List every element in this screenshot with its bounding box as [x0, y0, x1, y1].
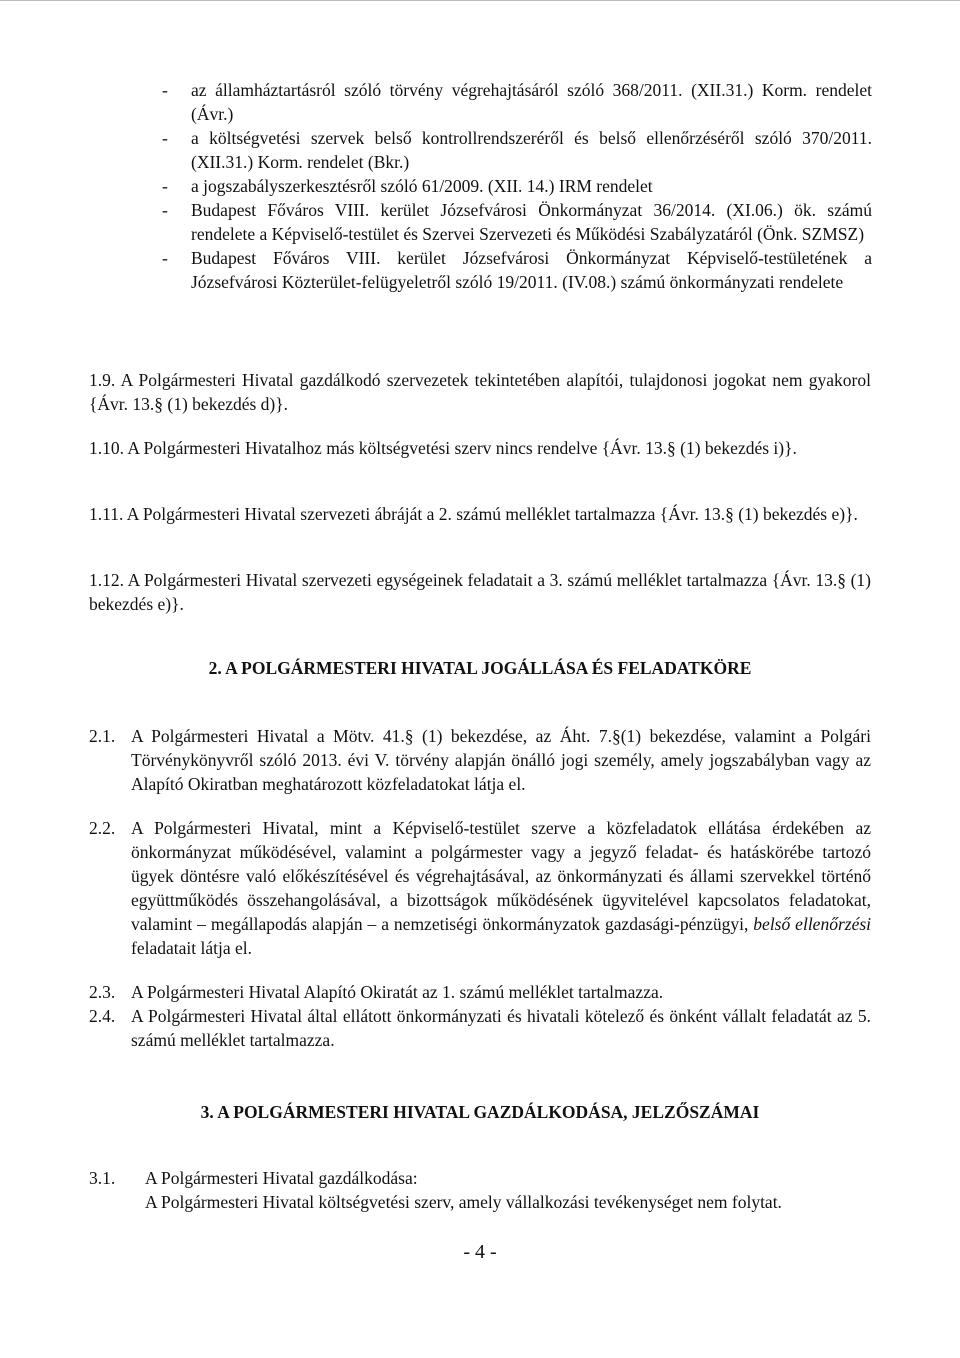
- paragraph-number: 2.3.: [89, 982, 116, 1002]
- bullet-dash: -: [162, 200, 168, 220]
- paragraph-text: A Polgármesteri Hivatalhoz más költségvetési szerv nincs rendelve {Ávr. 13.§ (1) bekezdés i)}.: [127, 438, 797, 458]
- paragraph-number: 2.2.: [89, 818, 116, 838]
- paragraph-title: A Polgármesteri Hivatal gazdálkodása:: [145, 1168, 418, 1188]
- paragraph-text: A Polgármesteri Hivatal Alapító Okiratát az 1. számú melléklet tartalmazza.: [131, 982, 664, 1002]
- paragraph-2-3: [89, 980, 871, 1004]
- list-item-text: Budapest Főváros VIII. kerület Józsefvárosi Önkormányzat 36/2014. (XI.06.) ök. számú rendelete a Képviselő-testület és Szervei Szervezeti és Működési Szabályzatáról (Önk. SZMSZ): [191, 200, 872, 244]
- paragraph-number: 1.12.: [89, 570, 124, 590]
- paragraph-number: 2.4.: [89, 1006, 116, 1026]
- paragraph-2-1: [89, 724, 871, 796]
- paragraph-number: 1.10.: [89, 438, 124, 458]
- paragraph-2-4: [89, 1004, 871, 1052]
- paragraph-text: A Polgármesteri Hivatal gazdálkodó szervezetek tekintetében alapítói, tulajdonosi jogokat nem gyakorol {Ávr. 13.§ (1) bekezdés d)}.: [89, 370, 871, 414]
- paragraph-text-part: A Polgármesteri Hivatal, mint a Képviselő-testület szerve a közfeladatok ellátása érdekében az önkormányzat működésével, valamint a polgármester vagy a jegyző feladat- és hatáskörébe tartozó ügyek döntésre való előkészítésével és végrehajtásával, az önkormányzati és állami szervekkel történő együttműködés összehangolásával, a bizottságok működésének ügyvitelével kapcsolatos feladatokat, valamint – megállapodás alapján – a nemzetiségi önkormányzatok gazdasági-pénzügyi,: [131, 818, 871, 934]
- paragraph-3-1: [89, 1166, 871, 1214]
- list-item-text: Budapest Főváros VIII. kerület Józsefvárosi Önkormányzat Képviselő-testületének a Józsefvárosi Közterület-felügyeletről szóló 19/2011. (IV.08.) számú önkormányzati rendelete: [191, 248, 872, 292]
- italic-phrase: belső ellenőrzési: [753, 914, 872, 934]
- paragraph-text: A Polgármesteri Hivatal által ellátott önkormányzati és hivatali kötelező és önként vállalt feladatát az 5. számú melléklet tartalmazza.: [131, 1006, 871, 1050]
- list-item: [162, 174, 872, 198]
- paragraph-1-9: [89, 368, 871, 416]
- paragraph-text: A Polgármesteri Hivatal szervezeti egységeinek feladatait a 3. számú melléklet tartalmazza {Ávr. 13.§ (1) bekezdés e)}.: [89, 570, 871, 614]
- bullet-dash: -: [162, 176, 168, 196]
- paragraph-1-12: [89, 568, 871, 616]
- list-item-text: a költségvetési szervek belső kontrollrendszeréről és belső ellenőrzéséről szóló 370/2011. (XII.31.) Korm. rendelet (Bkr.): [191, 128, 872, 172]
- section-heading-3: 3. A POLGÁRMESTERI HIVATAL GAZDÁLKODÁSA, JELZŐSZÁMAI: [200, 1102, 760, 1122]
- paragraph-text-part: feladatait látja el.: [131, 938, 252, 958]
- section-heading-2: 2. A POLGÁRMESTERI HIVATAL JOGÁLLÁSA ÉS FELADATKÖRE: [208, 658, 752, 678]
- paragraph-text: A Polgármesteri Hivatal a Mötv. 41.§ (1) bekezdése, az Áht. 7.§(1) bekezdése, valamint a Polgári Törvénykönyvről szóló 2013. évi V. törvény alapján önálló jogi személy, amely jogszabályban vagy az Alapító Okiratban meghatározott közfeladatokat látja el.: [131, 726, 871, 794]
- paragraph-1-10: [89, 436, 871, 460]
- list-item-text: a jogszabályszerkesztésről szóló 61/2009. (XII. 14.) IRM rendelet: [191, 176, 653, 196]
- list-item-text: az államháztartásról szóló törvény végrehajtásáról szóló 368/2011. (XII.31.) Korm. rendelet (Ávr.): [191, 80, 872, 124]
- paragraph-number: 3.1.: [89, 1168, 116, 1188]
- bullet-dash: -: [162, 248, 168, 268]
- paragraph-1-11: [89, 502, 871, 526]
- scan-edge-line: [0, 0, 960, 1]
- paragraph-number: 1.11.: [89, 504, 124, 524]
- list-item: [162, 246, 872, 294]
- legal-basis-list: [162, 78, 872, 294]
- paragraph-number: 1.9.: [89, 370, 116, 390]
- page-number: - 4 -: [463, 1241, 497, 1263]
- paragraph-number: 2.1.: [89, 726, 116, 746]
- paragraph-text: A Polgármesteri Hivatal szervezeti ábráját a 2. számú melléklet tartalmazza {Ávr. 13.§ (1) bekezdés e)}.: [126, 504, 858, 524]
- bullet-dash: -: [162, 128, 168, 148]
- paragraph-text: [131, 816, 871, 960]
- list-item: [162, 198, 872, 246]
- paragraph-2-2: [89, 816, 871, 960]
- list-item: [162, 78, 872, 126]
- paragraph-text: A Polgármesteri Hivatal költségvetési szerv, amely vállalkozási tevékenységet nem folytat.: [145, 1192, 782, 1212]
- bullet-dash: -: [162, 80, 168, 100]
- list-item: [162, 126, 872, 174]
